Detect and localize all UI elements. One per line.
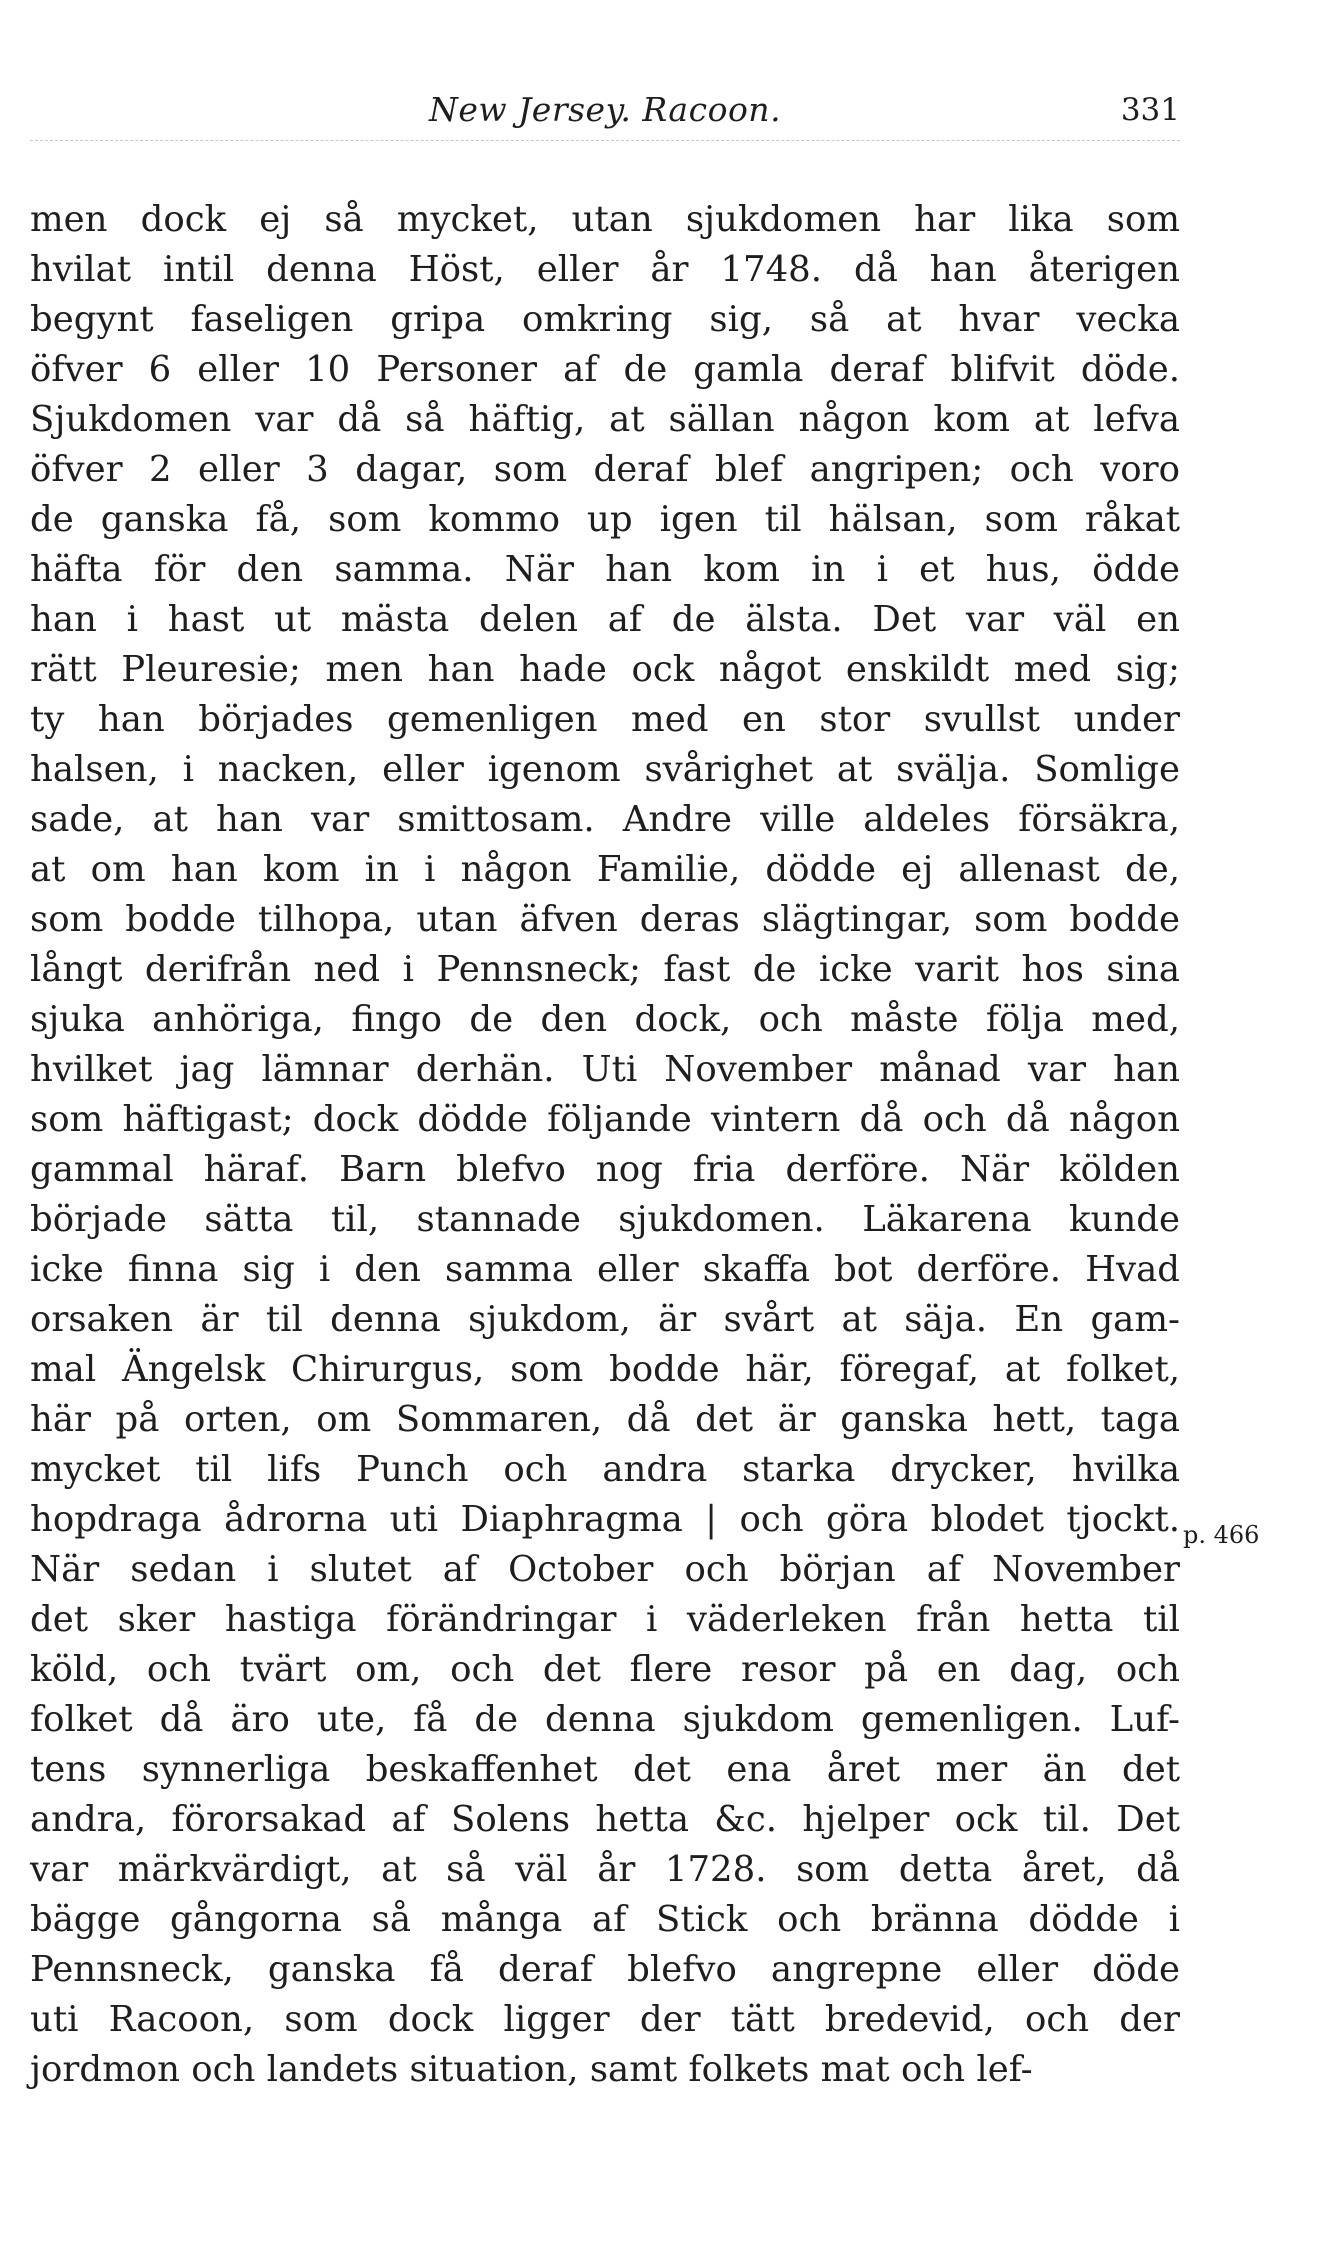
- text-line: öfver 2 eller 3 dagar, som deraf blef angripen; och voro: [30, 449, 1180, 490]
- page-number: 331: [1120, 92, 1180, 128]
- text-line: sade, at han var smittosam. Andre ville aldeles försäkra,: [30, 799, 1180, 840]
- text-line: bägge gångorna så många af Stick och bränna dödde i: [30, 1899, 1180, 1940]
- text-line: jordmon och landets situation, samt folkets mat och lef-: [30, 2049, 1033, 2090]
- margin-page-reference: p. 466: [1183, 1521, 1260, 1549]
- text-line: som häftigast; dock dödde följande vintern då och då någon: [30, 1099, 1180, 1140]
- text-line: han i hast ut mästa delen af de älsta. Det var väl en: [30, 599, 1180, 640]
- text-line: men dock ej så mycket, utan sjukdomen har lika som: [30, 199, 1180, 240]
- text-line: orsaken är til denna sjukdom, är svårt at säja. En gam-: [30, 1299, 1180, 1340]
- body-text: [30, 195, 1180, 2095]
- text-line: halsen, i nacken, eller igenom svårighet at svälja. Somlige: [30, 749, 1180, 790]
- text-line: ty han börjades gemenligen med en stor svullst under: [30, 699, 1180, 740]
- text-line: köld, och tvärt om, och det flere resor på en dag, och: [30, 1649, 1180, 1690]
- text-line: tens synnerliga beskaffenhet det ena året mer än det: [30, 1749, 1180, 1790]
- text-line: mycket til lifs Punch och andra starka drycker, hvilka: [30, 1449, 1180, 1490]
- text-line: började sätta til, stannade sjukdomen. Läkarena kunde: [30, 1199, 1180, 1240]
- text-line: de ganska få, som kommo up igen til hälsan, som råkat: [30, 499, 1180, 540]
- text-line: icke finna sig i den samma eller skaffa bot derföre. Hvad: [30, 1249, 1180, 1290]
- running-head: New Jersey. Racoon.: [428, 90, 782, 129]
- text-line: sjuka anhöriga, fingo de den dock, och måste följa med,: [30, 999, 1180, 1040]
- text-line: hvilket jag lämnar derhän. Uti November månad var han: [30, 1049, 1180, 1090]
- text-line: andra, förorsakad af Solens hetta &c. hjelper ock til. Det: [30, 1799, 1180, 1840]
- text-line: Sjukdomen var då så häftig, at sällan någon kom at lefva: [30, 399, 1180, 440]
- header-rule: [30, 140, 1180, 141]
- text-line: at om han kom in i någon Familie, dödde ej allenast de,: [30, 849, 1180, 890]
- text-line: häfta för den samma. När han kom in i et hus, ödde: [30, 549, 1180, 590]
- text-line: här på orten, om Sommaren, då det är ganska hett, taga: [30, 1399, 1180, 1440]
- page-header: [30, 90, 1180, 138]
- text-line: hvilat intil denna Höst, eller år 1748. då han återigen: [30, 249, 1180, 290]
- text-line: uti Racoon, som dock ligger der tätt bredevid, och der: [30, 1999, 1180, 2040]
- text-line: hopdraga ådrorna uti Diaphragma | och göra blodet tjockt.: [30, 1499, 1180, 1540]
- text-line: folket då äro ute, få de denna sjukdom gemenligen. Luf-: [30, 1699, 1180, 1740]
- text-line: begynt faseligen gripa omkring sig, så at hvar vecka: [30, 299, 1180, 340]
- text-line: mal Ängelsk Chirurgus, som bodde här, föregaf, at folket,: [30, 1349, 1180, 1390]
- text-line: När sedan i slutet af October och början af November: [30, 1549, 1180, 1590]
- text-line: det sker hastiga förändringar i väderleken från hetta til: [30, 1599, 1180, 1640]
- text-line: Pennsneck, ganska få deraf blefvo angrepne eller döde: [30, 1949, 1180, 1990]
- text-line: långt derifrån ned i Pennsneck; fast de icke varit hos sina: [30, 949, 1180, 990]
- text-line: gammal häraf. Barn blefvo nog fria derföre. När kölden: [30, 1149, 1180, 1190]
- text-line: öfver 6 eller 10 Personer af de gamla deraf blifvit döde.: [30, 349, 1180, 390]
- text-line: var märkvärdigt, at så väl år 1728. som detta året, då: [30, 1849, 1180, 1890]
- text-line: som bodde tilhopa, utan äfven deras slägtingar, som bodde: [30, 899, 1180, 940]
- text-line: rätt Pleuresie; men han hade ock något enskildt med sig;: [30, 649, 1180, 690]
